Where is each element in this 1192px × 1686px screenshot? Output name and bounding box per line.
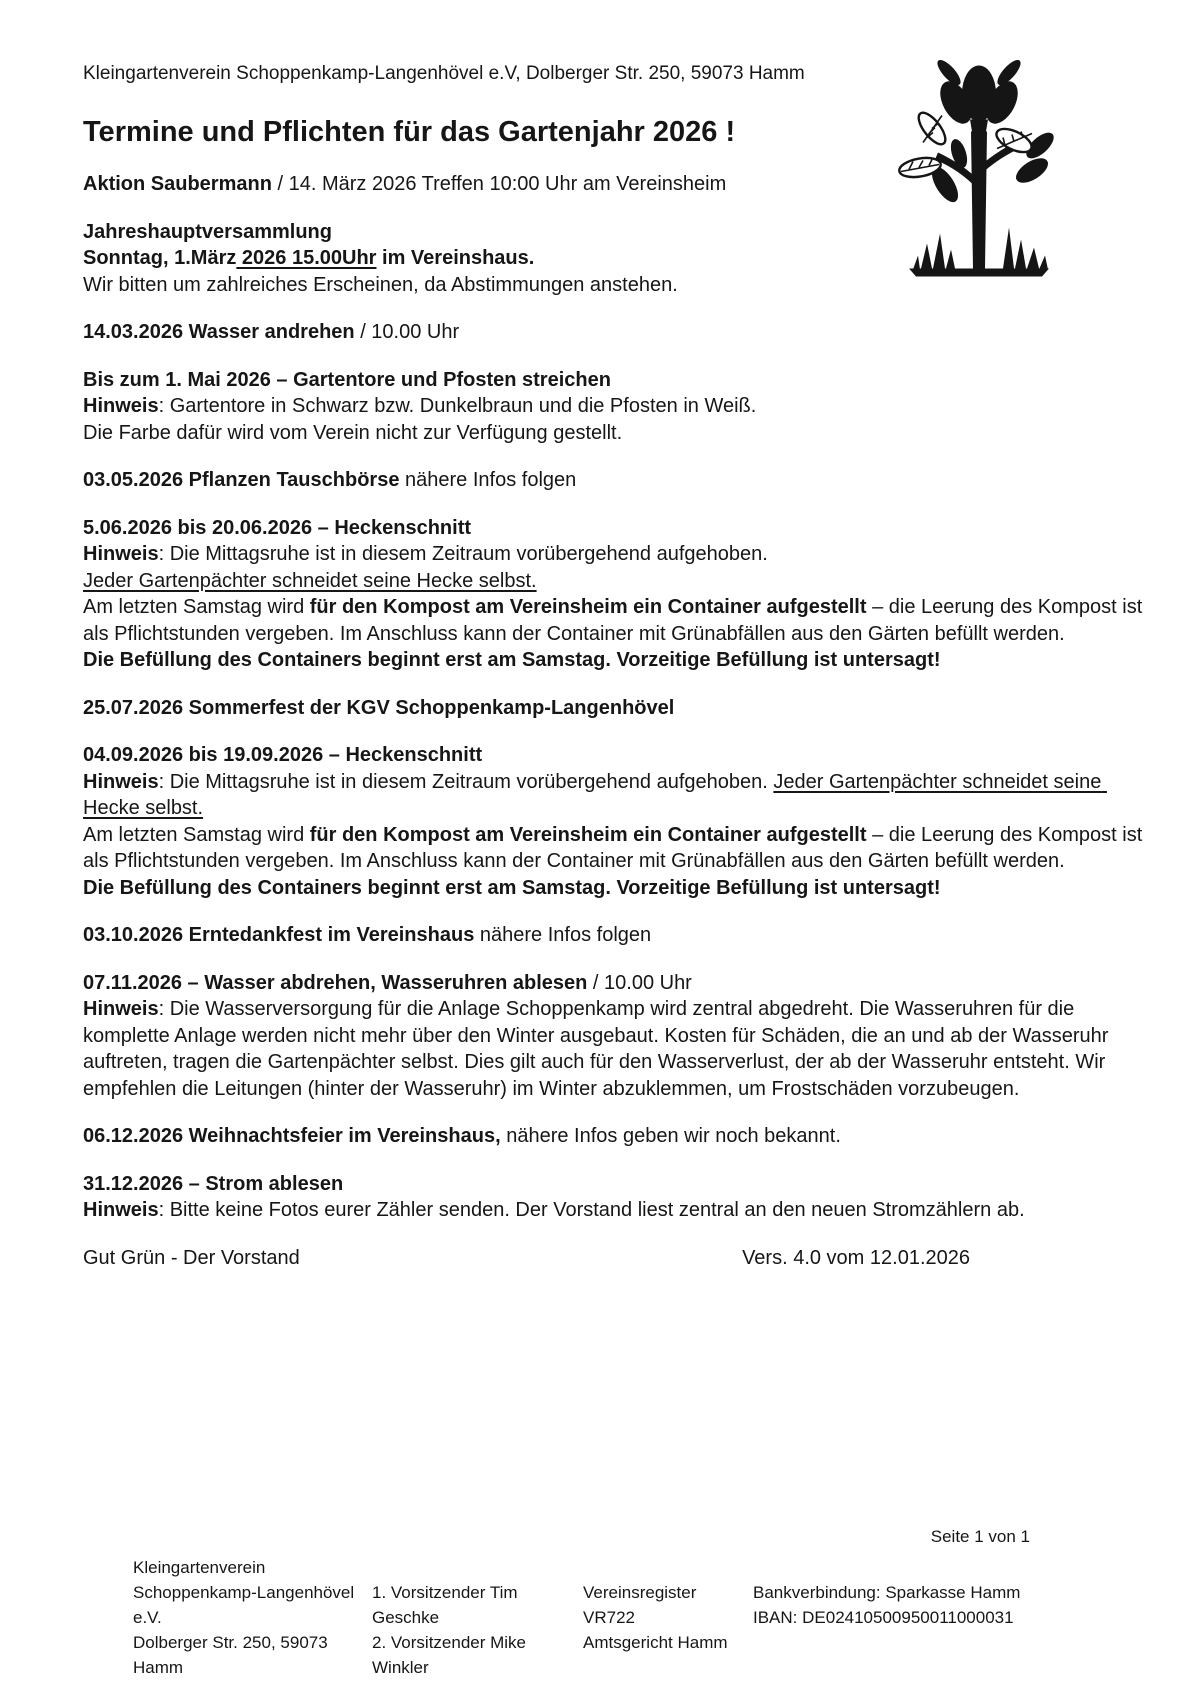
entry-tauschboerse	[83, 467, 1153, 494]
signoff-row	[83, 1245, 970, 1272]
entry-jahreshauptversammlung	[83, 219, 1153, 299]
hinweis-label: Hinweis	[83, 395, 159, 417]
wasser-ab-heading-line	[83, 970, 1153, 997]
jhv-when-post: im Vereinshaus.	[376, 247, 535, 269]
entry-weihnachtsfeier	[83, 1123, 1153, 1150]
kompost-post: – die Leerung des Kompost ist als Pflichtstunden vergeben. Im Anschluss kann der Container mit Grünabfällen aus den Gärten befüllt werden.	[83, 596, 1148, 645]
entry-wasser-andrehen	[83, 319, 1153, 346]
entry-aktion-detail: / 14. März 2026 Treffen 10:00 Uhr am Vereinsheim	[271, 173, 727, 195]
page-footer	[0, 1524, 1192, 1680]
heckenschnitt1-hinweis	[83, 541, 1153, 568]
wasser-ab-heading-detail: / 10.00 Uhr	[587, 971, 692, 994]
erntedank-label: 03.10.2026 Erntedankfest im Vereinshaus	[83, 924, 475, 946]
heckenschnitt1-warning: Die Befüllung des Containers beginnt erst am Samstag. Vorzeitige Befüllung ist untersagt!	[83, 649, 941, 671]
wasser-ab-heading: 07.11.2026 – Wasser abdrehen, Wasseruhren ablesen	[83, 971, 588, 994]
footer-iban: IBAN: DE02410500950011000031	[753, 1608, 1014, 1627]
entry-streichen	[83, 367, 1153, 447]
hinweis-text: : Die Mittagsruhe ist in diesem Zeitraum vorübergehend aufgehoben.	[158, 770, 774, 793]
kompost-post: – die Leerung des Kompost ist als Pflichtstunden vergeben. Im Anschluss kann der Container mit Grünabfällen aus den Gärten befüllt werden.	[83, 823, 1148, 872]
streichen-heading: Bis zum 1. Mai 2026 – Gartentore und Pfosten streichen	[83, 368, 611, 391]
kompost-bold: für den Kompost am Vereinsheim ein Container aufgestellt	[309, 823, 867, 846]
heckenschnitt2-kompost	[83, 822, 1153, 875]
wasser-ab-hinweis	[83, 996, 1153, 1102]
footer-bank-column	[753, 1555, 1020, 1680]
entry-erntedankfest	[83, 922, 1153, 949]
strom-heading: 31.12.2026 – Strom ablesen	[83, 1172, 344, 1195]
heckenschnitt1-kompost	[83, 594, 1153, 647]
entry-wasser-abdrehen	[83, 970, 1153, 1103]
erntedank-detail: nähere Infos folgen	[474, 924, 652, 946]
footer-chairman-1: 1. Vorsitzender Tim Geschke	[372, 1583, 518, 1627]
heckenschnitt2-underlined-rule: Jeder Gartenpächter schneidet seine Hecke selbst.	[83, 770, 1107, 819]
hinweis-label: Hinweis	[83, 998, 159, 1020]
hinweis-text: : Die Wasserversorgung für die Anlage Schoppenkamp wird zentral abgedreht. Die Wasseruhren für die komplette Anlage werden nicht mehr über den Winter ausgebaut. Kosten für Schäden, die an und ab der Wasseruhr auftreten, tragen die Gartenpächter selbst. Dies gilt auch für den Wasserverlust, der ab der Wasseruhr entsteht. Wir empfehlen die Leitungen (hinter der Wasseruhr) im Winter abzuklemmen, um Frostschäden vorzubeugen.	[83, 998, 1114, 1100]
entry-strom-ablesen	[83, 1171, 1153, 1224]
document-body	[83, 62, 1153, 1271]
entry-heckenschnitt-september	[83, 742, 1153, 901]
streichen-hinweis	[83, 393, 1153, 420]
footer-org-name: Kleingartenverein	[133, 1558, 266, 1577]
hinweis-label: Hinweis	[83, 770, 159, 793]
hinweis-text: : Bitte keine Fotos eurer Zähler senden. Der Vorstand liest zentral an den neuen Stromzählern ab.	[158, 1199, 1025, 1221]
page-indicator: Seite 1 von 1	[930, 1527, 1030, 1546]
streichen-note: Die Farbe dafür wird vom Verein nicht zur Verfügung gestellt.	[83, 421, 623, 444]
strom-hinweis	[83, 1197, 1153, 1224]
kompost-bold: für den Kompost am Vereinsheim ein Container aufgestellt	[309, 596, 867, 618]
hinweis-label: Hinweis	[83, 543, 159, 565]
jhv-heading: Jahreshauptversammlung	[83, 220, 332, 243]
page-title: Termine und Pflichten für das Gartenjahr 2026 !	[83, 116, 736, 148]
signoff-greeting: Gut Grün - Der Vorstand	[83, 1246, 300, 1269]
heckenschnitt1-heading: 5.06.2026 bis 20.06.2026 – Heckenschnitt	[83, 516, 472, 539]
footer-chairman-2: 2. Vorsitzender Mike Winkler	[372, 1633, 527, 1677]
hinweis-text: : Die Mittagsruhe ist in diesem Zeitraum vorübergehend aufgehoben.	[158, 543, 768, 565]
heckenschnitt2-heading: 04.09.2026 bis 19.09.2026 – Heckenschnitt	[83, 744, 483, 766]
footer-register: Vereinsregister VR722	[583, 1583, 697, 1627]
footer-court: Amtsgericht Hamm	[583, 1633, 728, 1652]
jhv-when-underlined: 2026 15.00Uhr	[236, 247, 377, 269]
heckenschnitt1-underlined-rule: Jeder Gartenpächter schneidet seine Hecke selbst.	[83, 569, 537, 592]
heckenschnitt2-hinweis	[83, 769, 1153, 822]
wasser-an-detail: / 10.00 Uhr	[354, 321, 460, 343]
footer-columns	[133, 1555, 1192, 1680]
weihnachtsfeier-detail: nähere Infos geben wir noch bekannt.	[500, 1125, 841, 1147]
footer-board-column	[372, 1555, 583, 1680]
entry-aktion-saubermann	[83, 171, 1153, 198]
footer-org-address: Dolberger Str. 250, 59073 Hamm	[133, 1633, 328, 1677]
footer-bank: Bankverbindung: Sparkasse Hamm	[753, 1583, 1021, 1602]
entry-sommerfest: 25.07.2026 Sommerfest der KGV Schoppenkamp-Langenhövel	[83, 696, 675, 719]
tauschboerse-label: 03.05.2026 Pflanzen Tauschbörse	[83, 469, 400, 491]
weihnachtsfeier-label: 06.12.2026 Weihnachtsfeier im Vereinshaus,	[83, 1125, 501, 1147]
version-stamp: Vers. 4.0 vom 12.01.2026	[742, 1246, 970, 1269]
wasser-an-label: 14.03.2026 Wasser andrehen	[83, 321, 355, 343]
footer-org-name2: Schoppenkamp-Langenhövel e.V.	[133, 1583, 355, 1627]
hinweis-text: : Gartentore in Schwarz bzw. Dunkelbraun und die Pfosten in Weiß.	[158, 395, 757, 417]
entry-heckenschnitt-juni	[83, 515, 1153, 674]
footer-org-column	[133, 1555, 372, 1680]
footer-register-column	[583, 1555, 753, 1680]
entry-aktion-label: Aktion Saubermann	[83, 173, 272, 195]
jhv-note: Wir bitten um zahlreiches Erscheinen, da Abstimmungen anstehen.	[83, 273, 678, 296]
heckenschnitt2-warning: Die Befüllung des Containers beginnt erst am Samstag. Vorzeitige Befüllung ist untersagt!	[83, 876, 941, 899]
jhv-when-pre: Sonntag, 1.März	[83, 247, 237, 269]
kompost-pre: Am letzten Samstag wird	[83, 823, 310, 846]
hinweis-label: Hinweis	[83, 1199, 159, 1221]
kompost-pre: Am letzten Samstag wird	[83, 596, 310, 618]
jhv-datetime	[83, 245, 1153, 272]
tauschboerse-detail: nähere Infos folgen	[399, 469, 577, 491]
header-address: Kleingartenverein Schoppenkamp-Langenhövel e.V, Dolberger Str. 250, 59073 Hamm	[83, 63, 805, 84]
